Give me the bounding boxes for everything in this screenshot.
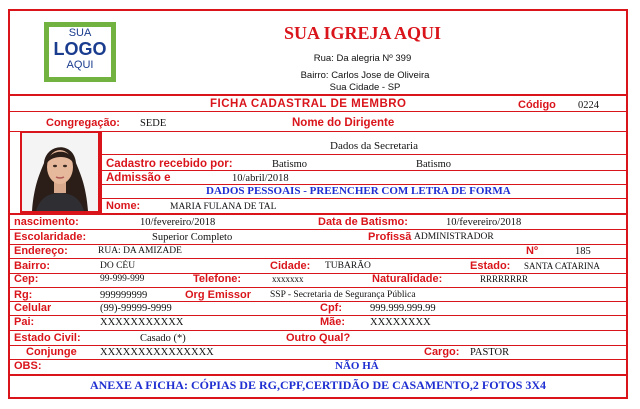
state-value: SANTA CATARINA [524, 261, 600, 271]
church-name: SUA IGREJA AQUI [283, 23, 442, 43]
congregation-label: Congregação: [46, 117, 120, 129]
city-value: TUBARÃO [325, 261, 371, 271]
name-underline [10, 213, 626, 215]
church-district: Bairro: Carlos Jose de Oliveira [300, 70, 430, 81]
logo-line1: SUA [68, 27, 92, 39]
cpf-label: Cpf: [320, 302, 342, 314]
father-value: XXXXXXXXXXX [100, 317, 184, 328]
civil-label: Estado Civil: [14, 332, 81, 344]
congregation-value: SEDE [140, 118, 167, 129]
church-city: Sua Cidade - SP [329, 82, 401, 93]
address-label: Endereço: [14, 245, 68, 257]
birth-value: 10/fevereiro/2018 [140, 217, 216, 228]
received-underline [100, 170, 626, 171]
received-value2: Batismo [416, 159, 452, 170]
spouse-value: XXXXXXXXXXXXXXX [100, 347, 214, 358]
row-line-1 [10, 229, 626, 230]
admission-label: Admissão e [106, 172, 171, 184]
received-value1: Batismo [272, 159, 308, 170]
congregation-underline [10, 131, 626, 132]
rg-value: 999999999 [100, 290, 148, 301]
cell-value: (99)-99999-9999 [100, 303, 172, 314]
logo-line3: AQUI [66, 59, 94, 71]
role-value: PASTOR [470, 347, 510, 358]
issuer-label: Org Emissor [185, 289, 252, 301]
district-value: DO CÉU [100, 261, 136, 271]
secretary-underline [100, 154, 626, 155]
baptism-value: 10/fevereiro/2018 [446, 217, 522, 228]
rg-label: Rg: [14, 289, 33, 301]
form-title: FICHA CADASTRAL DE MEMBRO [210, 98, 407, 110]
title-underline [10, 111, 626, 112]
church-logo [44, 22, 116, 82]
obs-underline [10, 374, 626, 376]
mother-label: Mãe: [320, 316, 346, 328]
header-divider [8, 94, 628, 96]
other-label: Outro Qual? [286, 332, 351, 344]
row-line-10 [10, 359, 626, 360]
obs-value: NÃO HÁ [335, 360, 379, 372]
cep-label: Cep: [14, 273, 39, 285]
profession-value: ADMINISTRADOR [414, 232, 494, 242]
row-line-5 [10, 287, 626, 288]
number-label: Nº [526, 245, 538, 257]
education-value: Superior Completo [152, 232, 233, 243]
father-label: Pai: [14, 316, 35, 328]
number-value: 185 [575, 246, 591, 257]
spouse-label: Conjunge [26, 346, 77, 358]
education-label: Escolaridade: [14, 231, 87, 243]
state-label: Estado: [470, 260, 511, 272]
address-value: RUA: DA AMIZADE [98, 246, 182, 256]
cpf-value: 999.999.999.99 [370, 303, 436, 314]
received-label: Cadastro recebido por: [106, 158, 233, 170]
city-label: Cidade: [270, 260, 311, 272]
row-line-8 [10, 330, 626, 331]
civil-value: Casado (*) [140, 333, 186, 344]
nationality-value: RRRRRRRR [480, 274, 529, 284]
code-label: Código [518, 99, 556, 111]
member-photo [20, 131, 100, 213]
role-label: Cargo: [424, 346, 460, 358]
admission-value: 10/abril/2018 [232, 173, 289, 184]
personal-underline [100, 198, 626, 199]
district-label: Bairro: [14, 260, 51, 272]
nationality-label: Naturalidade: [372, 273, 443, 285]
logo-line2: LOGO [53, 39, 107, 59]
cep-value: 99-999-999 [100, 274, 145, 284]
secretary-header: Dados da Secretaria [330, 140, 418, 152]
code-value: 0224 [578, 100, 599, 111]
leader-label: Nome do Dirigente [292, 117, 395, 129]
issuer-value: SSP - Secretaria de Segurança Pública [270, 290, 416, 300]
footer-note: ANEXE A FICHA: CÓPIAS DE RG,CPF,CERTIDÃO DE CASAMENTO,2 FOTOS 3X4 [89, 378, 547, 392]
phone-label: Telefone: [193, 273, 242, 285]
baptism-label: Data de Batismo: [318, 216, 408, 228]
name-value: MARIA FULANA DE TAL [170, 202, 277, 212]
obs-label: OBS: [14, 360, 42, 372]
church-street: Rua: Da alegria Nº 399 [313, 53, 412, 64]
birth-label: nascimento: [14, 216, 79, 228]
cell-label: Celular [14, 302, 52, 314]
row-line-3 [10, 258, 626, 259]
profession-label: Profissã [368, 231, 412, 243]
personal-header: DADOS PESSOAIS - PREENCHER COM LETRA DE FORMA [206, 185, 511, 197]
mother-value: XXXXXXXX [370, 317, 431, 328]
photo-section-divider [100, 131, 102, 215]
phone-value: xxxxxxx [272, 274, 304, 284]
name-label: Nome: [106, 200, 141, 212]
